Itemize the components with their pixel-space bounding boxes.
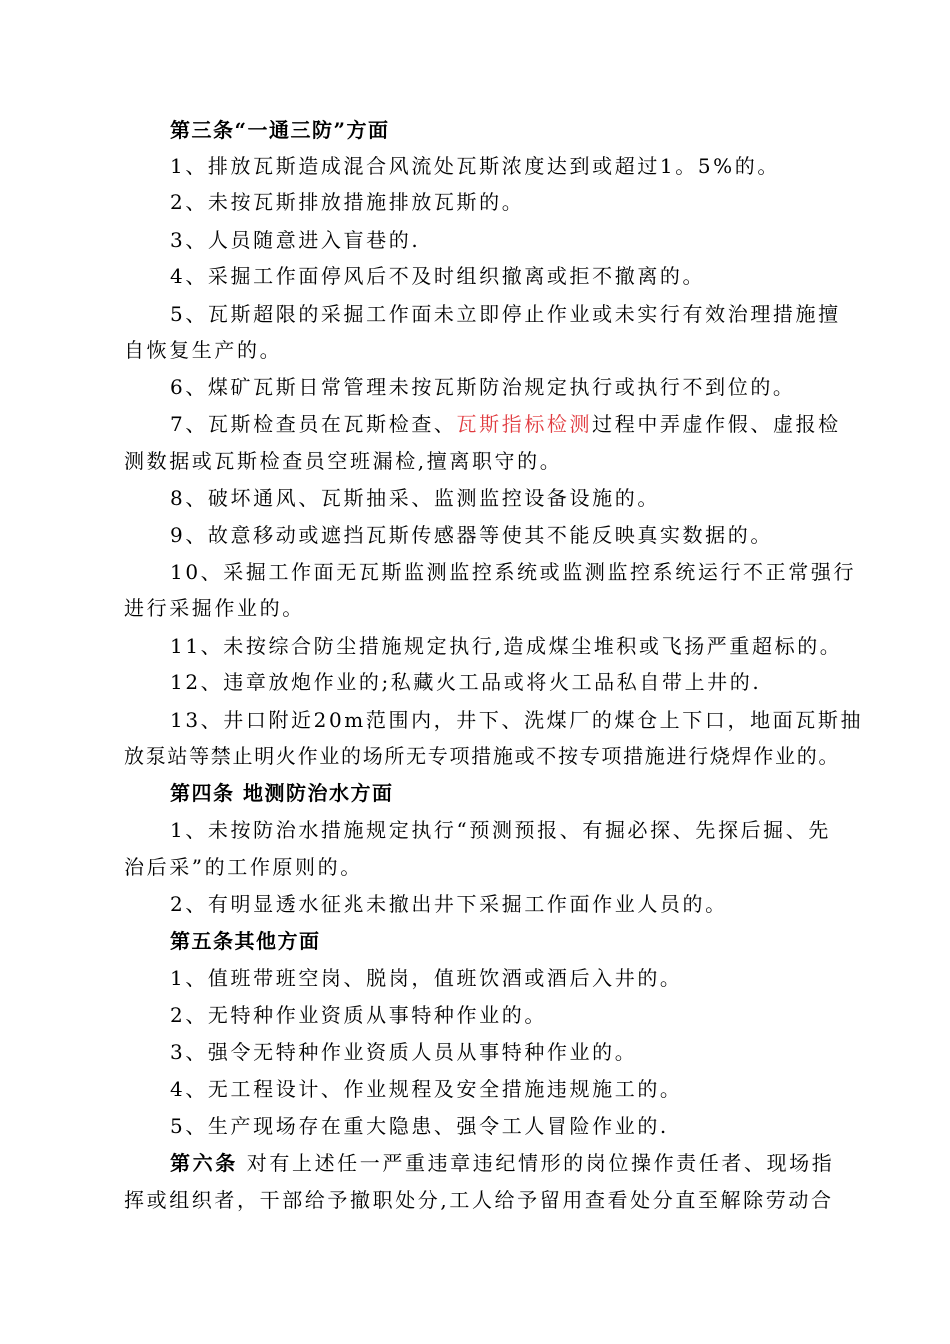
section-5-item-2: 2、无特种作业资质从事特种作业的。 — [170, 1003, 547, 1027]
item-7-highlight: 瓦斯指标检测 — [456, 412, 593, 436]
section-3-item-13-cont: 放泵站等禁止明火作业的场所无专项措施或不按专项措施进行烧焊作业的。 — [124, 744, 841, 768]
section-3-heading: 第三条“一通三防”方面 — [170, 118, 390, 142]
section-3-item-1: 1、排放瓦斯造成混合风流处瓦斯浓度达到或超过1。5%的。 — [170, 154, 780, 178]
section-6-label: 第六条 — [170, 1151, 238, 1175]
section-3-item-4: 4、采掘工作面停风后不及时组织撤离或拒不撤离的。 — [170, 264, 706, 288]
section-4-item-1: 1、未按防治水措施规定执行“预测预报、有掘必探、先探后掘、先 — [170, 818, 831, 842]
section-3-item-10-cont: 进行采掘作业的。 — [124, 596, 305, 620]
section-5-item-1: 1、值班带班空岗、脱岗，值班饮酒或酒后入井的。 — [170, 966, 683, 990]
section-5-heading: 第五条其他方面 — [170, 929, 321, 953]
section-6-text: 对有上述任一严重违章违纪情形的岗位操作责任者、现场指 — [237, 1151, 835, 1175]
item-7-prefix: 7、瓦斯检查员在瓦斯检查、 — [170, 412, 457, 436]
section-3-item-5: 5、瓦斯超限的采掘工作面未立即停止作业或未实行有效治理措施擅 — [170, 302, 841, 326]
section-3-item-6: 6、煤矿瓦斯日常管理未按瓦斯防治规定执行或执行不到位的。 — [170, 375, 796, 399]
section-3-item-2: 2、未按瓦斯排放措施排放瓦斯的。 — [170, 190, 525, 214]
section-3-item-7 — [170, 410, 850, 438]
section-3-item-8: 8、破坏通风、瓦斯抽采、监测监控设备设施的。 — [170, 486, 660, 510]
section-4-item-1-cont: 治后采”的工作原则的。 — [124, 855, 363, 879]
section-3-item-5-cont: 自恢复生产的。 — [124, 338, 283, 362]
section-4-heading: 第四条 地测防治水方面 — [170, 781, 394, 805]
item-7-suffix: 过程中弄虚作假、虚报检 — [592, 412, 841, 436]
section-5-item-5: 5、生产现场存在重大隐患、强令工人冒险作业的. — [170, 1114, 669, 1138]
section-3-item-3: 3、人员随意进入盲巷的. — [170, 228, 421, 252]
section-6-cont: 挥或组织者，干部给予撤职处分,工人给予留用查看处分直至解除劳动合 — [124, 1188, 834, 1212]
section-3-item-7-cont: 测数据或瓦斯检查员空班漏检,擅离职守的。 — [124, 449, 563, 473]
section-5-item-4: 4、无工程设计、作业规程及安全措施违规施工的。 — [170, 1077, 683, 1101]
section-3-item-10: 10、采掘工作面无瓦斯监测监控系统或监测监控系统运行不正常强行 — [170, 560, 857, 584]
section-3-item-9: 9、故意移动或遮挡瓦斯传感器等使其不能反映真实数据的。 — [170, 523, 773, 547]
section-6-paragraph — [170, 1149, 850, 1177]
section-3-item-11: 11、未按综合防尘措施规定执行,造成煤尘堆积或飞扬严重超标的。 — [170, 634, 843, 658]
section-5-item-3: 3、强令无特种作业资质人员从事特种作业的。 — [170, 1040, 638, 1064]
section-3-item-12: 12、违章放炮作业的;私藏火工品或将火工品私自带上井的. — [170, 670, 762, 694]
section-3-item-13: 13、井口附近20m范围内，井下、洗煤厂的煤仓上下口，地面瓦斯抽 — [170, 708, 864, 732]
section-4-item-2: 2、有明显透水征兆未撤出井下采掘工作面作业人员的。 — [170, 892, 728, 916]
